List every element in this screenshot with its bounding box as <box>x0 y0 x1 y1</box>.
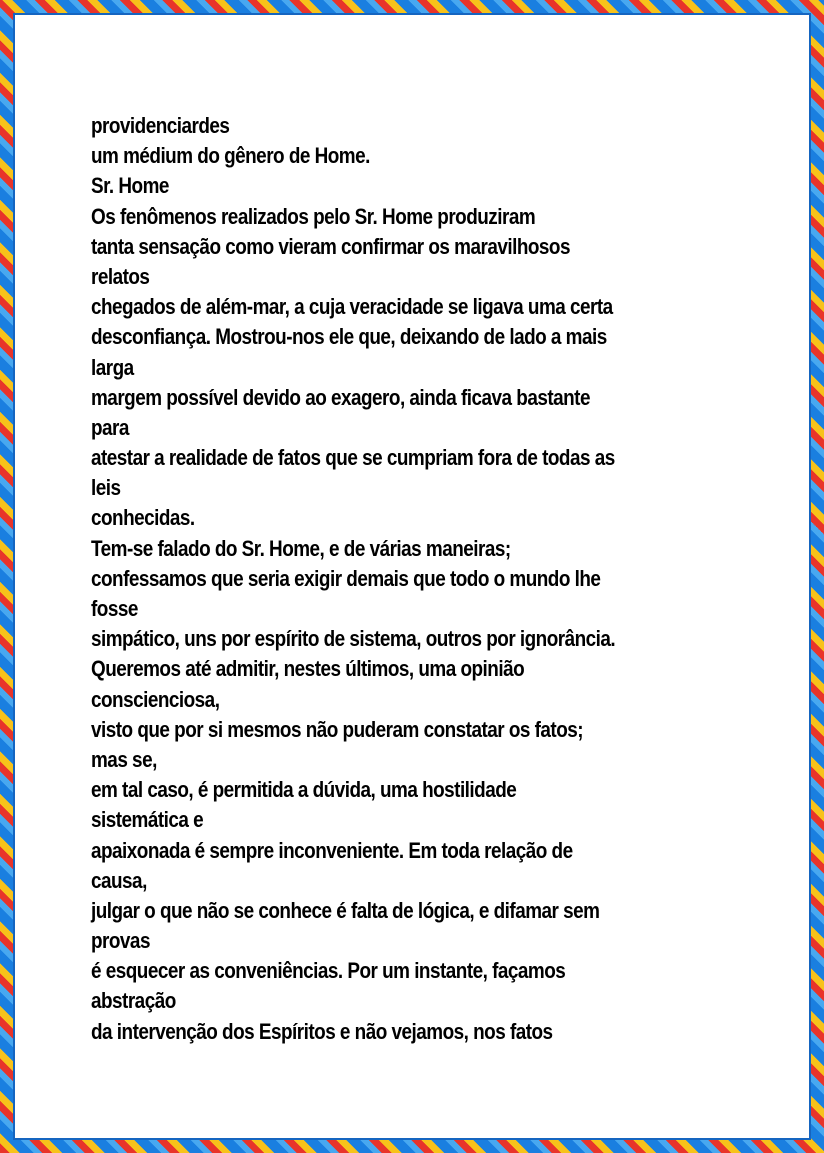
text-line: Os fenômenos realizados pelo Sr. Home produziram <box>91 203 536 229</box>
text-line: margem possível devido ao exagero, ainda ficava bastante <box>91 384 590 410</box>
text-line: visto que por si mesmos não puderam constatar os fatos; <box>91 716 584 742</box>
text-line: fosse <box>91 596 138 621</box>
text-line: leis <box>91 475 121 501</box>
text-line: sistemática e <box>91 807 204 833</box>
text-line: tanta sensação como vieram confirmar os maravilhosos <box>91 233 570 259</box>
text-line: conhecidas. <box>91 505 195 531</box>
text-line: da intervenção dos Espíritos e não vejamos, nos fatos <box>91 1018 553 1044</box>
text-line: Queremos até admitir, nestes últimos, uma opinião <box>91 656 525 682</box>
text-line: chegados de além-mar, a cuja veracidade se ligava uma certa <box>91 294 613 320</box>
text-line: desconfiança. Mostrou-nos ele que, deixando de lado a mais <box>91 324 607 350</box>
text-line: é esquecer as conveniências. Por um instante, façamos <box>91 958 566 984</box>
text-line: causa, <box>91 867 147 893</box>
text-line: atestar a realidade de fatos que se cumpriam fora de todas as <box>91 445 615 471</box>
text-line: abstração <box>91 988 176 1014</box>
text-line: em tal caso, é permitida a dúvida, uma hostilidade <box>91 777 517 803</box>
text-line: conscienciosa, <box>91 686 220 712</box>
page <box>15 15 809 1138</box>
text-line: larga <box>91 354 134 380</box>
text-line: Sr. Home <box>91 173 169 199</box>
text-line: provas <box>91 928 150 954</box>
text-line: relatos <box>91 263 150 289</box>
text-line: um médium do gênero de Home. <box>91 143 370 169</box>
text-line: simpático, uns por espírito de sistema, outros por ignorância. <box>91 626 616 652</box>
text-line: mas se, <box>91 746 157 772</box>
text-body <box>91 111 751 1047</box>
text-line: para <box>91 414 129 440</box>
text-line: julgar o que não se conhece é falta de lógica, e difamar sem <box>91 897 600 923</box>
text-line: Tem-se falado do Sr. Home, e de várias maneiras; <box>91 535 511 561</box>
text-line: apaixonada é sempre inconveniente. Em toda relação de <box>91 837 573 863</box>
text-line: providenciardes <box>91 113 230 138</box>
text-line: confessamos que seria exigir demais que todo o mundo lhe <box>91 565 601 591</box>
